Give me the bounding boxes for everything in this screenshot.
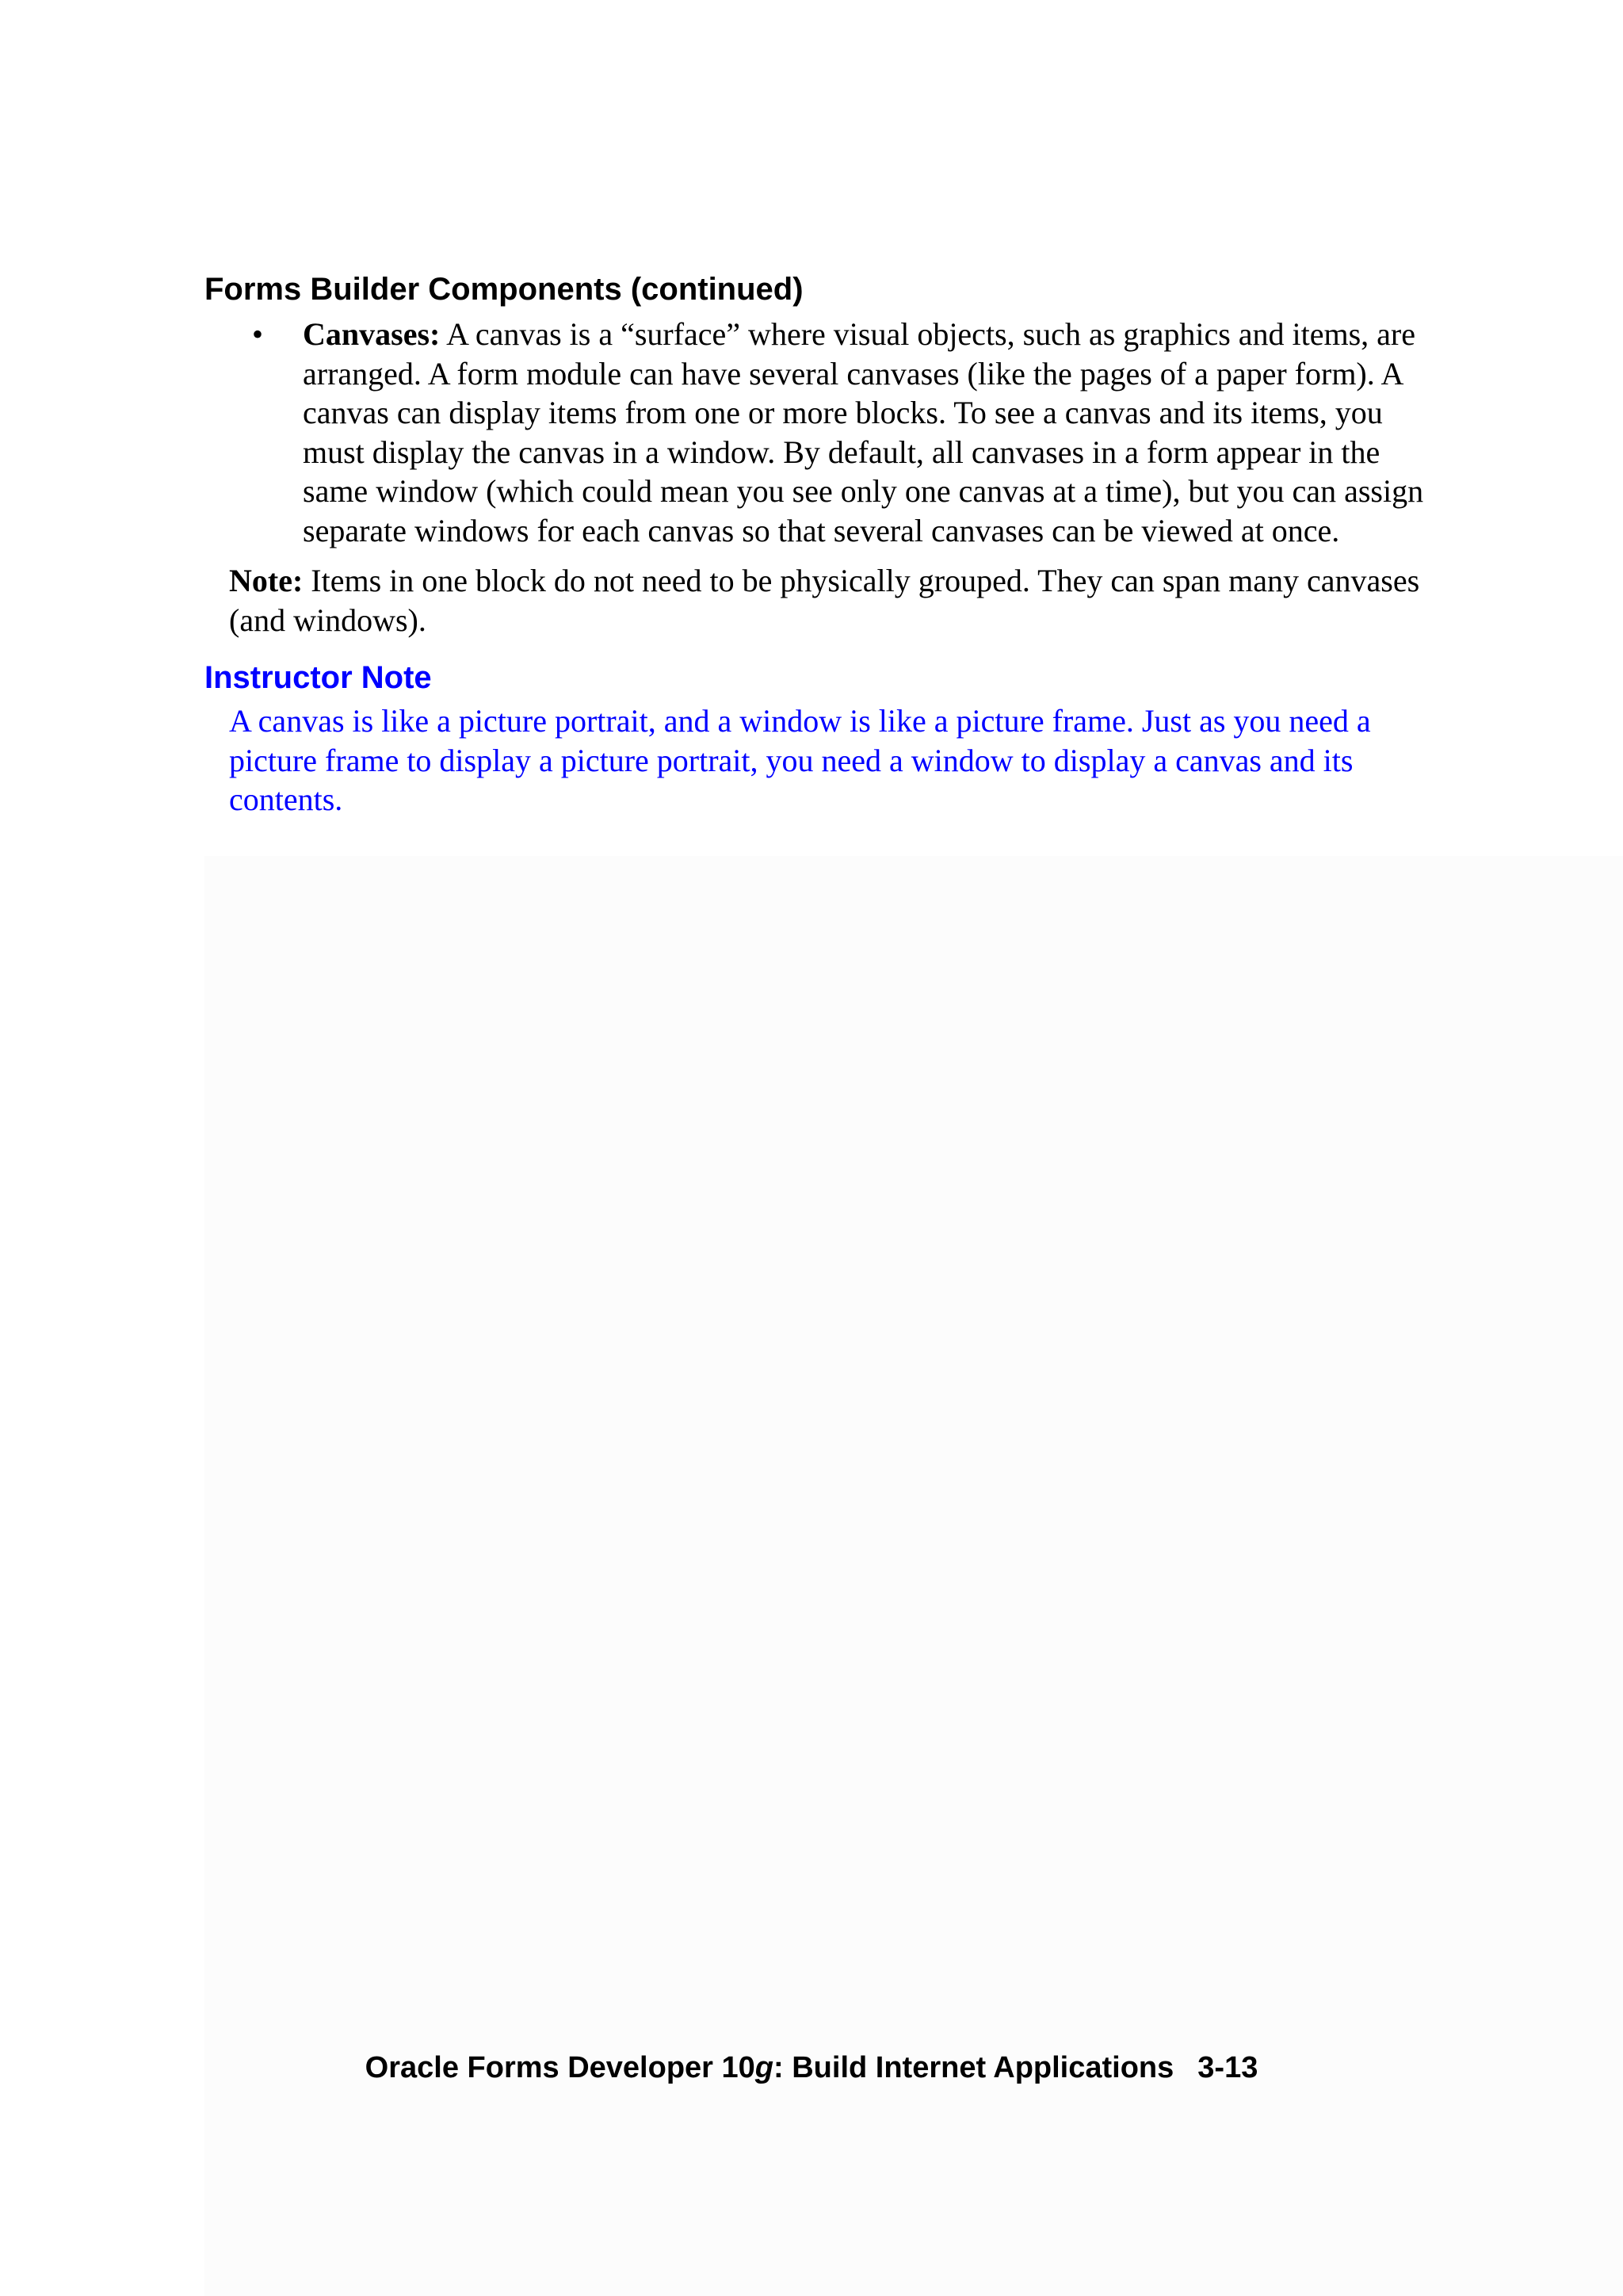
bullet-term: Canvases:	[303, 316, 441, 352]
bullet-text: A canvas is a “surface” where visual objects, such as graphics and items, are arranged. A form module can have several canvases (like the pages of a paper form). A canvas can display items from one or more blocks. To see a canvas and its items, you must display the canvas in a window. By default, all canvases in a form appear in the same window (which could mean you see only one canvas at a time), but you can assign separate windows for each canvas so that several canvases can be viewed at once.	[303, 316, 1424, 548]
page-number: 3-13	[1197, 2051, 1258, 2084]
bullet-item-canvases	[252, 315, 1425, 550]
instructor-note-text: A canvas is like a picture portrait, and a window is like a picture frame. Just as you need a picture frame to display a picture portrait, you need a window to display a canvas and its contents.	[229, 703, 1371, 817]
footer-title-prefix: Oracle Forms Developer 10	[365, 2051, 755, 2084]
note-paragraph	[229, 561, 1425, 640]
footer-title-italic: g	[754, 2051, 774, 2084]
page-content	[204, 266, 1425, 819]
section-heading: Forms Builder Components (continued)	[204, 272, 804, 307]
page-footer	[0, 2048, 1623, 2088]
bullet-icon: •	[252, 316, 264, 352]
note-text: Items in one block do not need to be physically grouped. They can span many canvases (and windows).	[229, 563, 1420, 638]
note-label: Note:	[229, 563, 304, 598]
footer-title-suffix: : Build Internet Applications	[773, 2051, 1174, 2084]
instructor-note-heading: Instructor Note	[204, 660, 432, 695]
